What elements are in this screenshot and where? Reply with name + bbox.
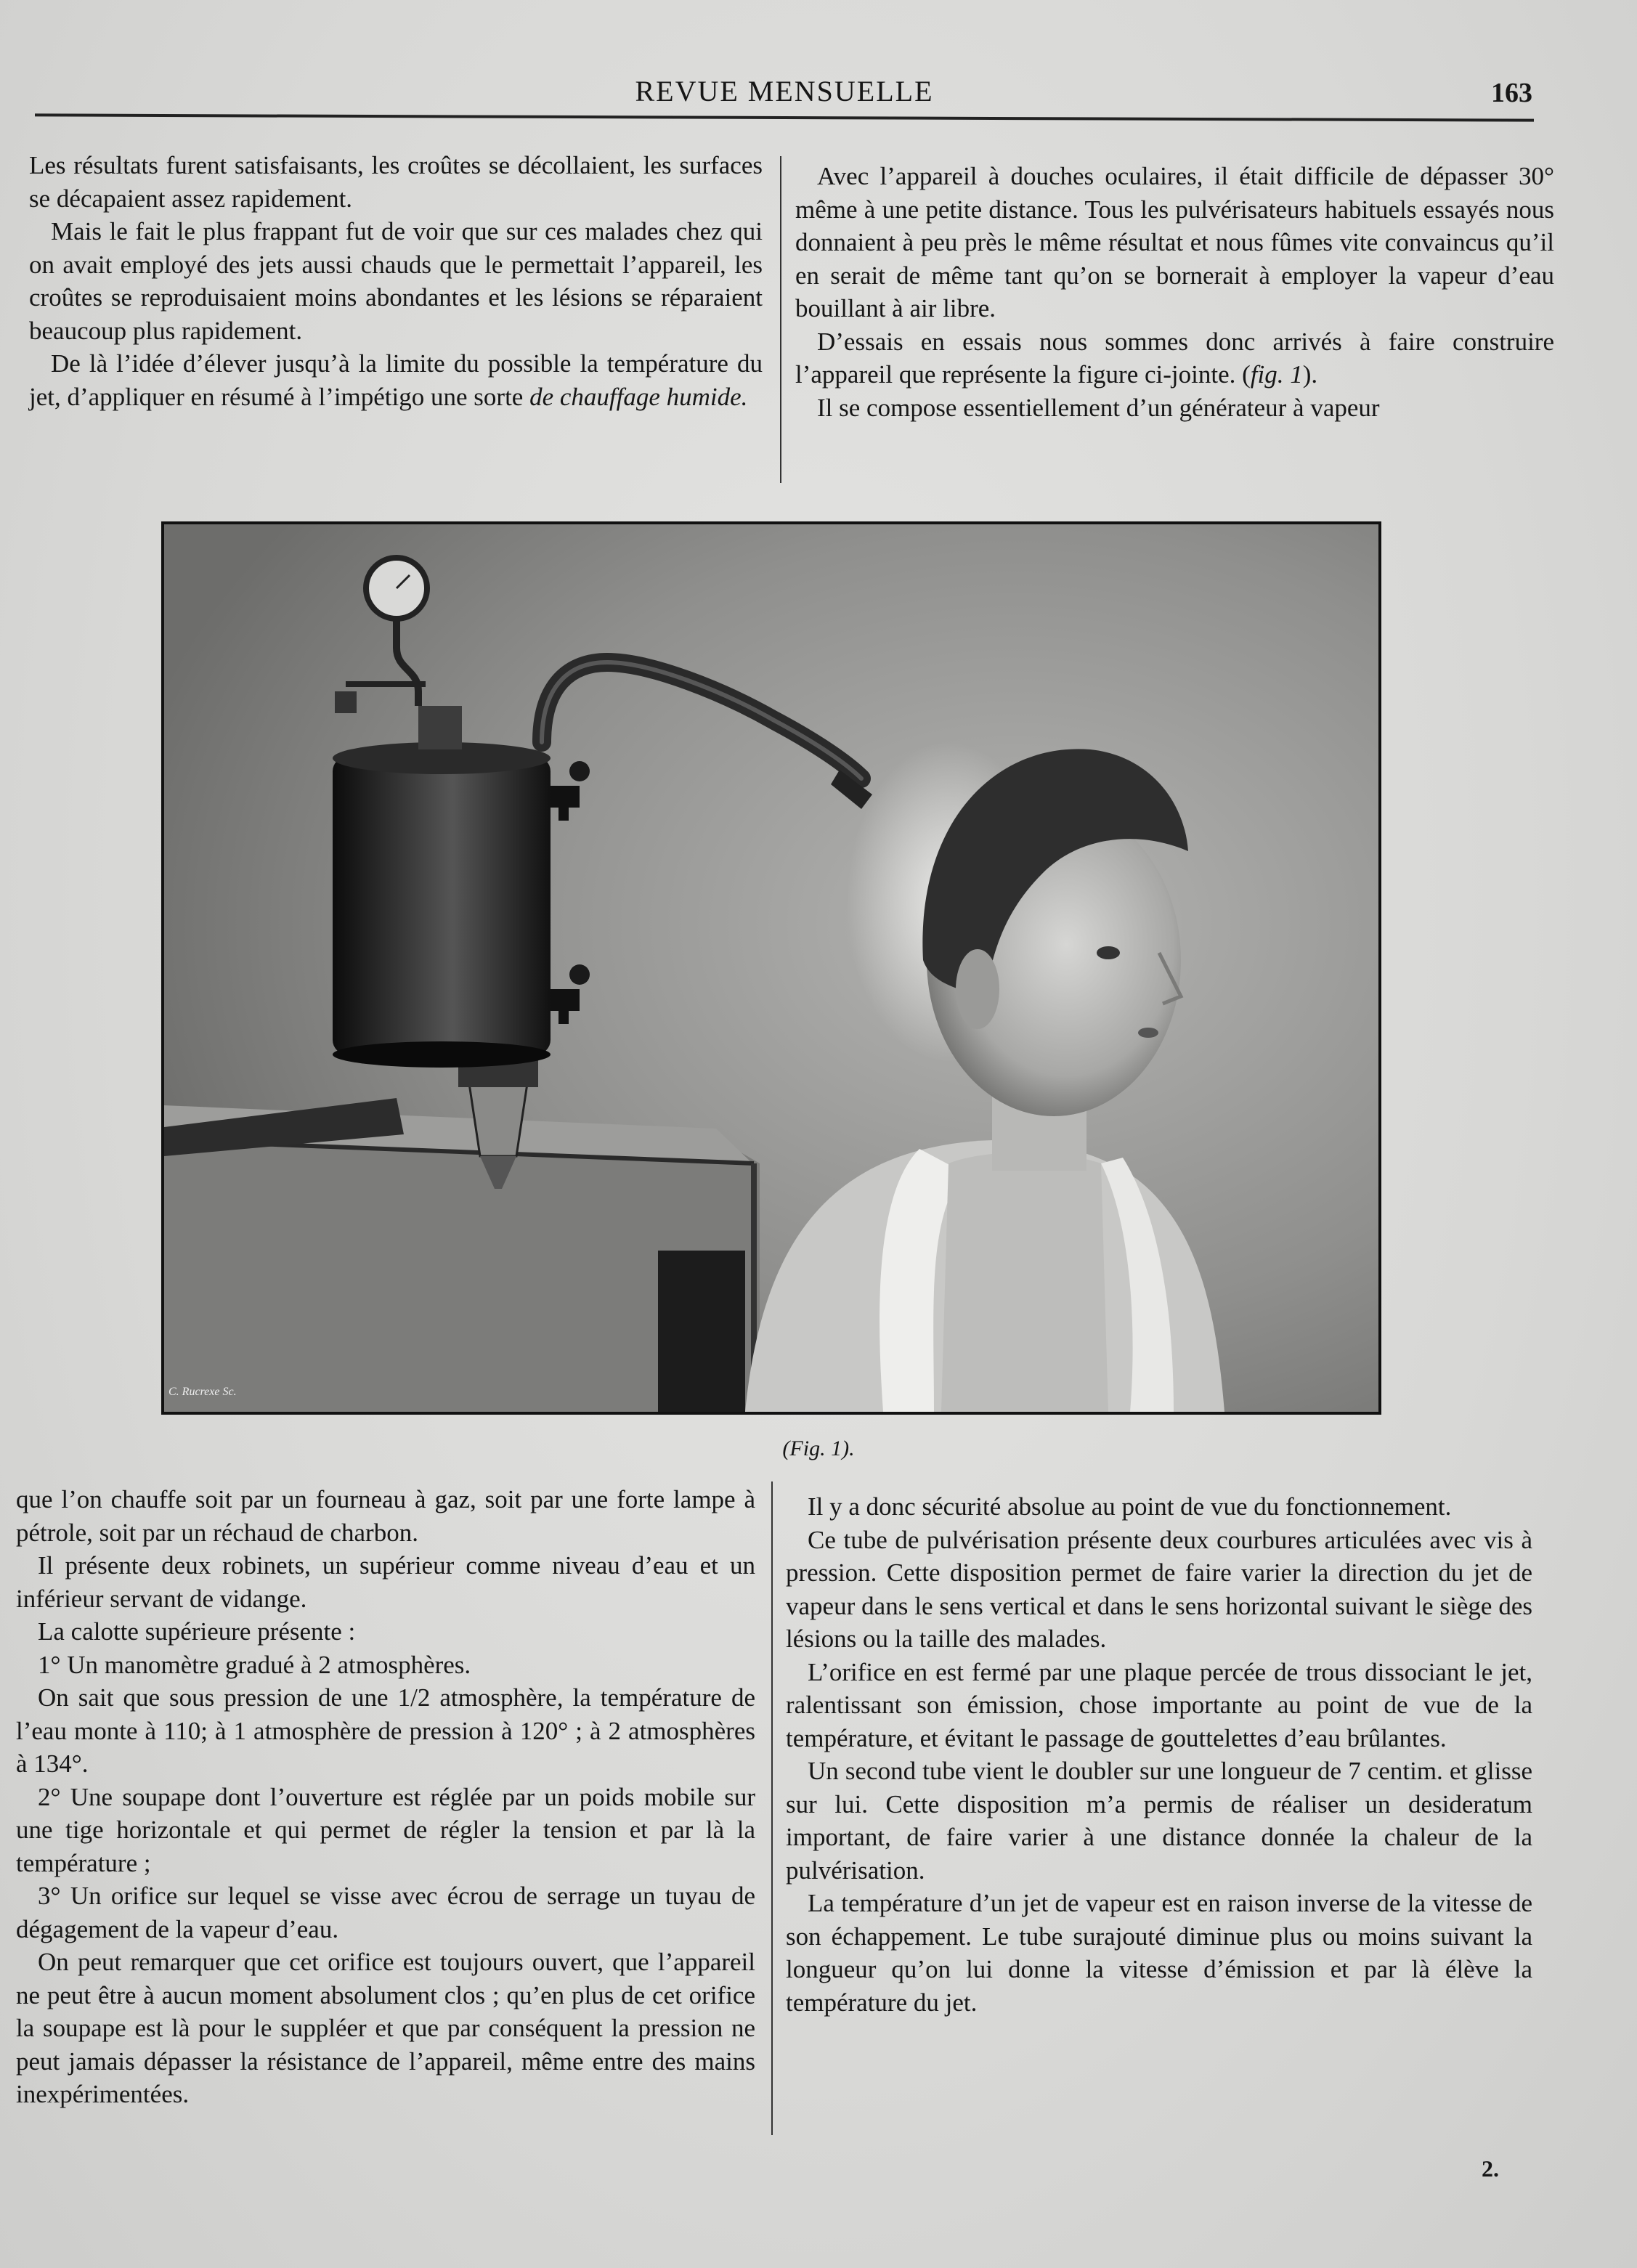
- paragraph: Il présente deux robinets, un supérieur comme niveau d’eau et un inférieur servant de vidange.: [16, 1551, 755, 1613]
- journal-title: REVUE MENSUELLE: [635, 75, 934, 107]
- italic-text-run: fig. 1: [1250, 360, 1303, 389]
- text-run: ).: [1302, 360, 1318, 389]
- paragraph: que l’on chauffe soit par un fourneau à gaz, soit par une forte lampe à pétrole, soit par un réchaud de charbon.: [16, 1485, 755, 1547]
- column-divider: [780, 156, 781, 483]
- paragraph: Avec l’appareil à douches oculaires, il était difficile de dépasser 30° même à une petite distance. Tous les pulvérisateurs habituels essayés nous donnaient à peu près le même résultat et nous fûmes vite convaincus qu’il en serait de même tant qu’on se bornerait à employer la vapeur d’eau bouillant à air libre.: [795, 162, 1554, 322]
- bottom-right-column: [786, 1490, 1532, 2019]
- paragraph: Les résultats furent satisfaisants, les croûtes se décollaient, les surfaces se décapaient assez rapidement.: [29, 151, 763, 213]
- figure-caption: (Fig. 1).: [782, 1436, 855, 1460]
- paragraph: [29, 347, 763, 413]
- paragraph: L’orifice en est fermé par une plaque percée de trous dissociant le jet, ralentissant son émission, chose importante au point de vue de la température, et évitant le passage de gouttelettes d’eau brûlantes.: [786, 1657, 1532, 1752]
- column-divider: [771, 1481, 773, 2135]
- text-run: De là l’idée d’élever jusqu’à la limite du possible la température du jet, d’appliquer en résumé à l’impétigo une sorte: [29, 349, 763, 411]
- paragraph: Ce tube de pulvérisation présente deux courbures articulées avec vis à pression. Cette disposition permet de faire varier la direction du jet de vapeur dans le sens vertical et dans le sens horizontal suivant le siège des lésions ou la taille des malades.: [786, 1525, 1532, 1653]
- signature-mark: 2.: [1482, 2155, 1499, 2182]
- page-number: 163: [1491, 78, 1532, 108]
- text-run: D’essais en essais nous sommes donc arrivés à faire construire l’appareil que représente la figure ci-jointe. (: [795, 327, 1554, 389]
- paragraph: On peut remarquer que cet orifice est toujours ouvert, que l’appareil ne peut être à aucun moment absolument clos ; qu’en plus de cet orifice la soupape est là pour le suppléer et que par conséquent la pression ne peut jamais dépasser la résistance de l’appareil, même entre des mains inexpérimentées.: [16, 1948, 755, 2108]
- paragraph: Mais le fait le plus frappant fut de voir que sur ces malades chez qui on avait employé des jets aussi chauds que le permettait l’appareil, les croûtes se reproduisaient moins abondantes et les lésions se réparaient beaucoup plus rapidement.: [29, 217, 763, 345]
- paragraph: 1° Un manomètre gradué à 2 atmosphères.: [38, 1650, 471, 1679]
- paragraph: La calotte supérieure présente :: [38, 1617, 356, 1646]
- top-left-column: [29, 149, 763, 413]
- paragraph: Il y a donc sécurité absolue au point de vue du fonctionnement.: [808, 1492, 1452, 1521]
- paragraph: Il se compose essentiellement d’un générateur à vapeur: [817, 393, 1380, 422]
- photo-illustration: [164, 524, 1378, 1412]
- engraver-signature: C. Rucrexe Sc.: [168, 1386, 237, 1398]
- running-header: [36, 71, 1532, 118]
- paragraph: La température d’un jet de vapeur est en raison inverse de la vitesse de son échappement. Le tube surajouté diminue plus ou moins suivant la longueur qu’on lui donne la vitesse d’émission et par là élève la température du jet.: [786, 1889, 1532, 2017]
- paragraph: 3° Un orifice sur lequel se visse avec écrou de serrage un tuyau de dégagement de la vapeur d’eau.: [16, 1882, 755, 1943]
- paragraph: Un second tube vient le doubler sur une longueur de 7 centim. et glisse sur lui. Cette disposition m’a permis de réaliser un desideratum important, de faire varier à une distance donnée la chaleur de la pulvérisation.: [786, 1757, 1532, 1885]
- italic-text-run: de chauffage humide.: [529, 382, 748, 411]
- paragraph: On sait que sous pression de une 1/2 atmosphère, la température de l’eau monte à 110; à 1 atmosphère de pression à 120° ; à 2 atmosphères à 134°.: [16, 1683, 755, 1778]
- paragraph: 2° Une soupape dont l’ouverture est réglée par un poids mobile sur une tige horizontale et qui permet de régler la tension et par là la température ;: [16, 1782, 755, 1877]
- paragraph: [795, 325, 1554, 391]
- top-right-column: [795, 160, 1554, 424]
- bottom-left-column: [16, 1483, 755, 2111]
- figure-photograph: [161, 521, 1381, 1415]
